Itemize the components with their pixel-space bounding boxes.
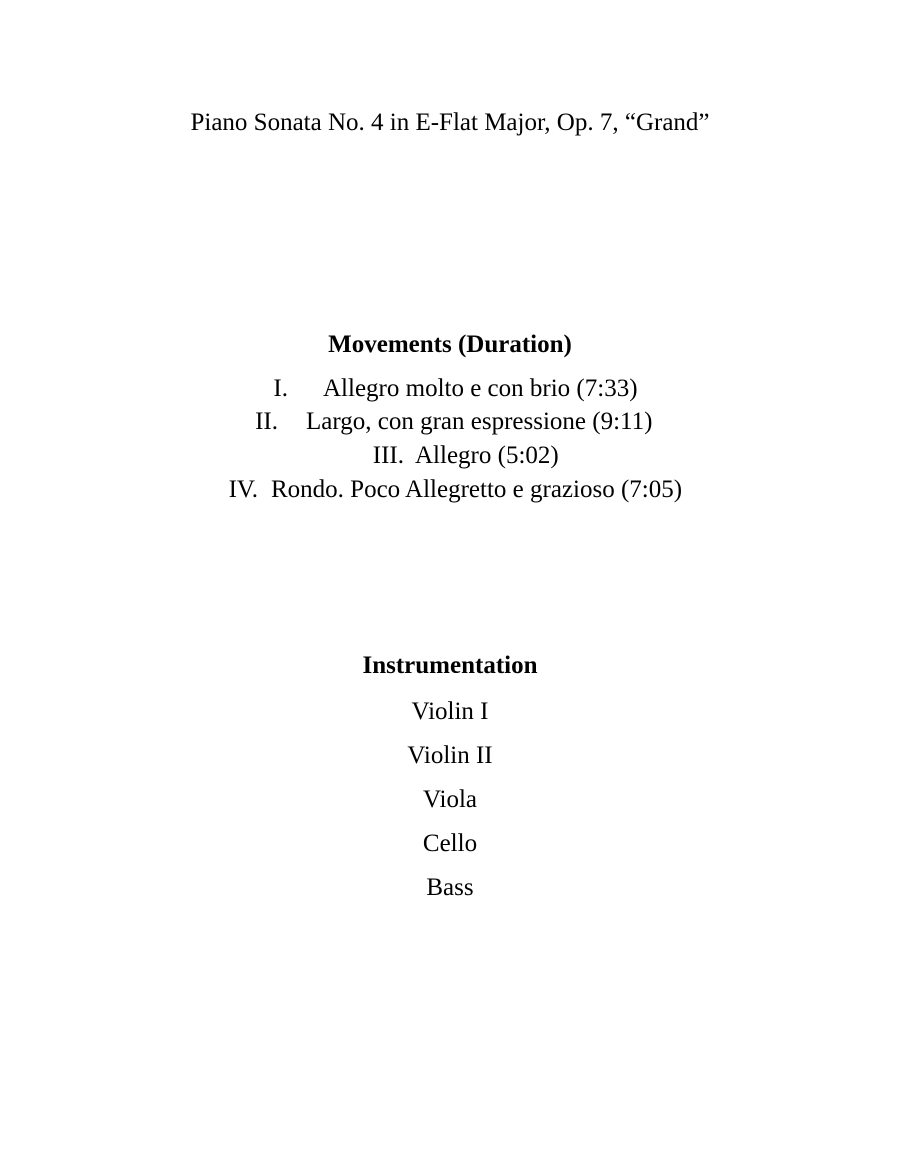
document-title: Piano Sonata No. 4 in E-Flat Major, Op. 7, “Grand” <box>190 109 710 136</box>
movement-numeral: III. <box>372 442 404 469</box>
movement-numeral: I. <box>273 375 288 402</box>
movement-name: Allegro molto e con brio (7:33) <box>323 375 638 402</box>
instrument-item: Viola <box>422 786 478 813</box>
movement-name: Largo, con gran espressione (9:11) <box>306 408 653 435</box>
instrument-item: Cello <box>422 830 478 857</box>
instrument-item: Violin II <box>407 742 493 769</box>
movement-item <box>0 439 900 473</box>
instrument-item: Bass <box>426 874 474 901</box>
movement-item <box>0 405 900 439</box>
movement-numeral: IV. <box>228 476 258 503</box>
instrument-item: Violin I <box>411 698 489 725</box>
movement-item <box>0 372 900 406</box>
instrumentation-heading: Instrumentation <box>362 652 538 679</box>
movement-name: Allegro (5:02) <box>415 442 559 469</box>
movements-heading: Movements (Duration) <box>328 331 572 358</box>
movement-numeral: II. <box>255 408 278 435</box>
movement-name: Rondo. Poco Allegretto e grazioso (7:05) <box>271 476 683 503</box>
movement-item <box>0 473 900 507</box>
